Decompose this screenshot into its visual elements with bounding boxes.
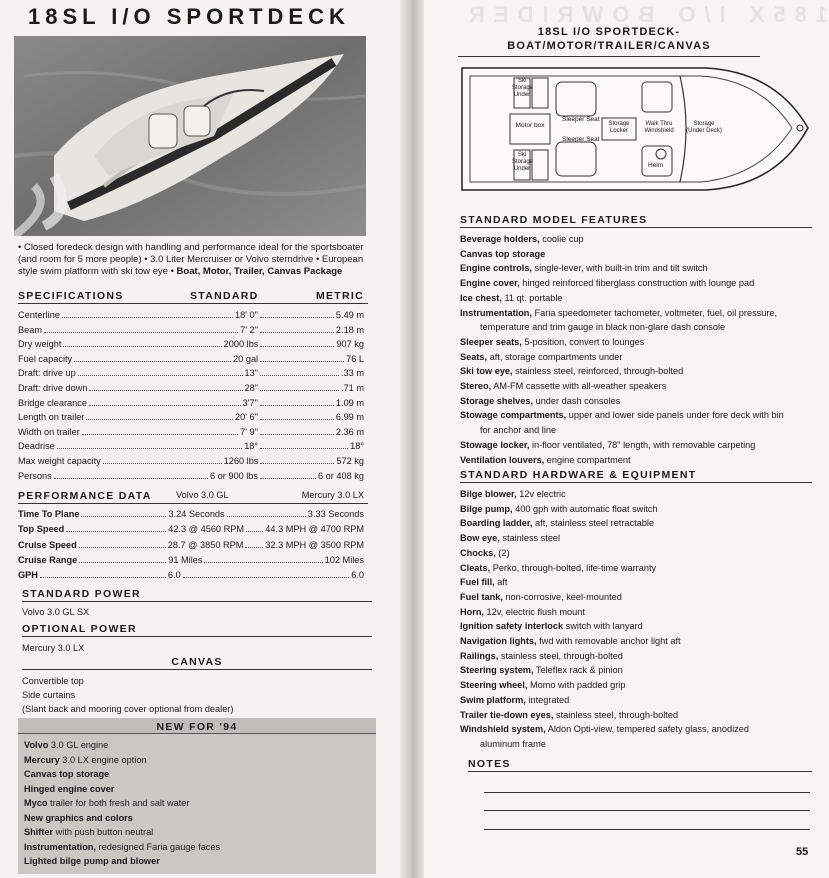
new-for-94-box [18,718,376,874]
spec-row [18,353,364,365]
hardware-item-name: Swim platform, [460,694,526,705]
feature-item-detail: coolie cup [539,234,584,244]
standard-features-list [460,232,816,467]
feature-item [460,364,816,379]
standard-column-heading: STANDARD [190,290,259,302]
new-feature-detail: redesigned Faria gauge faces [95,841,221,852]
leader-dots [204,562,322,563]
new-feature-item [18,854,376,869]
feature-item-name: Canvas top storage [460,248,546,259]
notes-header [468,758,812,772]
hardware-item-detail: aft [494,577,508,588]
specifications-header [18,290,368,304]
spec-label: Deadrise [18,441,55,452]
spec-metric-value: 18° [350,441,364,452]
mercury-column-heading: Mercury 3.0 LX [301,490,364,500]
spec-standard-value: 7' 9" [240,426,258,437]
new-feature-name: Canvas top storage [24,769,110,779]
spec-metric-value: 5.49 m [335,310,364,320]
hardware-item-name: Windshield system, [460,724,546,735]
hardware-item-detail: aft, stainless steel retractable [532,518,655,529]
new-feature-name: Myco [24,798,48,808]
spec-metric-value: .71 m [341,383,364,393]
new-feature-name: New graphics and colors [24,812,133,823]
feature-item-detail: aft, storage compartments under [487,351,623,362]
new-feature-detail: 3.0 LX engine option [59,754,147,765]
new-feature-item [18,782,376,797]
canvas-item: Convertible top [22,676,84,686]
spec-row [18,426,364,438]
hardware-item-detail: 400 gph with automatic float switch [512,503,658,514]
walk-thru-windshield-label: Walk Thru Windshield [644,121,674,134]
new-for-94-heading: NEW FOR '94 [18,718,376,734]
hardware-item [460,590,816,605]
feature-item-detail: single-lever, with built-in trim and tilt switch [531,263,708,274]
spec-metric-value: 572 kg [336,456,364,466]
hardware-item-name: Navigation lights, [460,636,537,647]
page-number: 55 [796,846,809,858]
feature-item-detail: hinged reinforced fiberglass construction with lounge pad [519,278,755,289]
feature-item-name: Storage shelves, [460,395,534,406]
performance-row [18,554,364,566]
feature-item-continuation: temperature and trim gauge in black non-glare dash console [480,322,726,333]
spec-label: Persons [18,470,52,481]
book-gutter [400,0,424,878]
spec-row [18,367,364,379]
leader-dots [79,562,166,563]
feature-item [460,247,816,262]
leader-dots [103,463,222,464]
new-feature-item [18,811,376,826]
feature-item [460,379,816,394]
volvo-value: 42.3 @ 4560 RPM [168,524,245,535]
feature-item [460,408,816,437]
motor-box-label: Motor box [515,122,545,129]
new-feature-name: Hinged engine cover [24,783,115,794]
notes-line[interactable] [484,810,810,811]
new-feature-name: Shifter [24,827,54,837]
mercury-value: 3.33 Seconds [307,509,364,519]
sleeper-seat-bottom-label: Sleeper Seat [562,136,600,143]
new-feature-detail: 3.0 GL engine [48,740,109,750]
feature-item-detail: 5-position, convert to lounges [521,336,645,347]
hardware-item [460,561,816,576]
hardware-item-name: Trailer tie-down eyes, [460,709,554,720]
new-feature-name: Instrumentation, [24,841,96,852]
hardware-item-name: Steering wheel, [460,680,528,691]
leader-dots [260,361,344,362]
spec-label: Bridge clearance [18,397,87,408]
spec-standard-value: 2000 lbs [223,339,259,350]
feature-item-detail: upper and lower side panels under fore deck with bin [566,410,784,421]
feature-item-detail: in-floor ventilated, 78" length, with removable carpeting [529,439,756,450]
leader-dots [227,516,306,517]
feature-item-name: Ventilation louvers, [460,454,545,465]
feature-item [460,350,816,365]
feature-item-name: Sleeper seats, [460,336,522,347]
hardware-item-name: Cleats, [460,562,491,573]
right-title-line2: BOAT/MOTOR/TRAILER/CANVAS [458,40,760,57]
performance-row [18,569,364,581]
leader-dots [89,405,241,406]
hardware-item-detail: Perko, through-bolted, life-time warranty [490,562,657,573]
intro-text: • Closed foredeck design with handling and performance ideal for the sportsboater (and room for 5 more people) • 3.0 Liter Mercruiser or Volvo sterndrive • European style swim platform with ski tow eye • [18,242,364,277]
spec-row [18,470,364,482]
standard-power-header [22,588,372,602]
mercury-value: 32.3 MPH @ 3500 RPM [265,539,364,550]
new-feature-item [18,796,376,811]
leader-dots [183,577,350,578]
new-feature-name: Volvo [24,740,49,750]
leader-dots [260,375,339,376]
standard-features-heading: STANDARD MODEL FEATURES [460,214,648,226]
hardware-item-name: Fuel fill, [460,577,495,588]
leader-dots [260,434,334,435]
leader-dots [246,531,263,532]
hardware-item [460,693,816,708]
leader-dots [86,419,233,420]
helm-label: Helm [648,162,664,169]
volvo-value: 6.0 [167,570,181,581]
new-feature-item [18,738,376,753]
hardware-item-detail: integrated [525,694,570,705]
hardware-item-detail: Teleflex rack & pinion [533,665,623,676]
hardware-item-name: Ignition safety interlock [460,621,564,632]
hardware-header [460,469,812,483]
spec-metric-value: 76 L [346,353,364,364]
feature-item-detail: under dash consoles [533,395,621,406]
spec-standard-value: 20 gal [233,353,259,364]
leader-dots [82,434,238,435]
canvas-heading: CANVAS [171,656,223,668]
leader-dots [260,478,316,479]
hardware-item [460,722,816,751]
spec-row [18,411,364,423]
canvas-item: (Slant back and mooring cover optional from dealer) [22,704,234,714]
feature-item [460,291,816,306]
leader-dots [260,390,339,391]
new-feature-name: Lighted bilge pump and blower [24,856,160,866]
feature-item-name: Stowage locker, [460,439,530,450]
spec-label: Width on trailer [18,426,80,437]
hardware-item [460,487,816,502]
ski-storage-top-label: Ski Storage Under [512,78,534,98]
boat-photo [14,36,366,236]
feature-item-name: Stereo, [460,381,492,392]
feature-item-detail: 11 qt. portable [501,292,563,303]
performance-label: GPH [18,570,38,581]
leader-dots [89,390,242,391]
hardware-item-name: Bilge pump, [460,503,513,514]
spec-standard-value: 18° [244,441,259,452]
hardware-item-name: Fuel tank, [460,591,503,602]
new-feature-item [18,825,376,840]
standard-features-header [460,214,812,228]
hardware-item-detail: Momo with padded grip [527,680,626,691]
feature-item-name: Ski tow eye, [460,366,513,377]
spec-label: Length on trailer [18,412,85,423]
hardware-item [460,605,816,620]
feature-item [460,335,816,350]
leader-dots [81,516,166,517]
spec-metric-value: 6.99 m [335,412,364,423]
feature-item [460,232,816,247]
hardware-item [460,708,816,723]
spec-standard-value: 1260 lbs [223,456,259,466]
intro-package-text: Boat, Motor, Trailer, Canvas Package [176,266,343,277]
mercury-value: 44.3 MPH @ 4700 RPM [265,524,364,535]
leader-dots [260,419,334,420]
boat-layout-diagram [456,58,812,200]
hardware-item [460,663,816,678]
storage-locker-label: Storage Locker [608,121,630,134]
hardware-item [460,649,816,664]
spec-metric-value: 2.18 m [335,324,364,335]
leader-dots [74,361,231,362]
leader-dots [260,448,348,449]
hardware-item [460,516,816,531]
volvo-column-heading: Volvo 3.0 GL [176,490,229,500]
bleed-through-title: 185X I/O BOWRIDER [460,2,829,27]
leader-dots [245,547,263,548]
spec-label: Fuel capacity [18,353,73,364]
hardware-item-name: Bilge blower, [460,489,517,499]
hardware-item-name: Railings, [460,650,499,661]
spec-label: Dry weight [18,339,62,350]
hardware-item-detail: 12v electric [516,489,566,499]
notes-line[interactable] [484,829,810,830]
leader-dots [63,346,221,347]
leader-dots [44,332,238,333]
spec-standard-value: 20' 6" [235,412,258,423]
new-feature-item [18,767,376,782]
hardware-item-name: Steering system, [460,665,534,676]
feature-item-name: Engine controls, [460,263,532,274]
hardware-item-detail: 12v, electric flush mount [484,606,585,617]
volvo-value: 28.7 @ 3850 RPM [167,539,244,550]
new-feature-detail: trailer for both fresh and salt water [47,798,190,808]
spec-metric-value: .33 m [341,368,364,379]
feature-item-detail: engine compartment [544,454,631,465]
hardware-item-name: Chocks, [460,547,496,558]
hardware-item-detail: stainless steel, through-bolted [498,650,623,661]
hardware-item [460,575,816,590]
storage-under-deck-label: Storage (Under Deck) [686,121,722,134]
feature-item-detail: stainless steel, reinforced, through-bolted [512,366,684,377]
performance-label: Top Speed [18,524,65,535]
right-title-line1: 18SL I/O SPORTDECK- [537,26,681,38]
hardware-item-detail: stainless steel [499,533,561,544]
hardware-item [460,678,816,693]
feature-item [460,276,816,291]
spec-standard-value: 18' 0" [235,310,258,320]
hardware-item-name: Boarding ladder, [460,518,533,529]
hardware-item [460,531,816,546]
spec-metric-value: 2.36 m [335,426,364,437]
spec-label: Beam [18,324,43,335]
hardware-item-detail: non-corrosive, keel-mounted [502,591,622,602]
optional-power-value: Mercury 3.0 LX [22,643,85,653]
leader-dots [260,405,334,406]
hardware-item-detail: (2) [495,547,510,558]
leader-dots [260,346,334,347]
standard-power-heading: STANDARD POWER [22,588,141,600]
performance-row [18,508,364,520]
leader-dots [66,531,166,532]
hardware-item-detail: stainless steel, through-bolted [553,709,679,720]
canvas-item: Side curtains [22,690,76,700]
hardware-item-continuation: aluminum frame [480,738,546,749]
feature-item [460,261,816,276]
ski-storage-bottom-label: Ski Storage Under [512,152,534,172]
spec-label: Draft: drive down [18,383,88,393]
performance-label: Cruise Range [18,554,78,565]
new-feature-name: Mercury [24,754,60,765]
performance-heading: PERFORMANCE DATA [18,490,152,502]
spec-metric-value: 6 or 408 kg [318,470,364,481]
performance-header [18,490,368,504]
feature-item-name: Engine cover, [460,278,520,289]
feature-item-name: Ice chest, [460,292,502,303]
leader-dots [260,332,334,333]
sleeper-seat-top-label: Sleeper Seat [562,116,600,123]
metric-column-heading: METRIC [315,290,364,302]
leader-dots [57,448,242,449]
feature-item [460,453,816,468]
notes-heading: NOTES [468,758,511,770]
spec-standard-value: 6 or 900 lbs [210,470,259,481]
feature-item-name: Beverage holders, [460,234,540,244]
specifications-heading: SPECIFICATIONS [18,290,124,302]
spec-row [18,338,364,350]
spec-label: Draft: drive up [18,368,76,379]
hardware-item [460,502,816,517]
new-feature-detail: with push button neutral [53,827,154,837]
performance-label: Cruise Speed [18,539,77,550]
feature-item [460,438,816,453]
feature-item [460,306,816,335]
hardware-item-detail: Aldon Opti-view, tempered safety glass, anodized [545,724,749,735]
page-title: 18SL I/O SPORTDECK [28,4,350,29]
leader-dots [260,317,334,318]
hardware-heading: STANDARD HARDWARE & EQUIPMENT [460,469,697,481]
feature-item-detail: Faria speedometer tachometer, voltmeter, fuel, oil pressure, [531,307,778,318]
hardware-item-detail: fwd with removable anchor light aft [536,636,681,647]
spec-standard-value: 28" [244,383,259,393]
spec-label: Centerline [18,310,60,320]
new-feature-item [18,753,376,768]
spec-row [18,397,364,409]
hardware-item [460,546,816,561]
canvas-header [22,656,372,670]
spec-row [18,382,364,394]
leader-dots [78,375,243,376]
optional-power-header [22,623,372,637]
volvo-value: 3.24 Seconds [168,509,225,519]
performance-row [18,523,364,535]
mercury-value: 102 Miles [324,554,364,565]
standard-power-value: Volvo 3.0 GL SX [22,607,90,617]
hardware-item-name: Horn, [460,606,484,617]
feature-item-name: Instrumentation, [460,307,532,318]
hardware-item-detail: switch with lanyard [563,621,643,632]
spec-row [18,309,364,321]
feature-item-name: Stowage compartments, [460,410,567,421]
new-for-94-list [18,734,376,869]
spec-standard-value: 13" [244,368,259,379]
feature-item [460,394,816,409]
hardware-item [460,634,816,649]
hardware-list [460,487,816,752]
spec-metric-value: 907 kg [336,339,364,350]
spec-row [18,324,364,336]
leader-dots [40,577,166,578]
leader-dots [62,317,233,318]
spec-label: Max weight capacity [18,456,101,466]
notes-line[interactable] [484,792,810,793]
intro-paragraph [18,242,368,278]
spec-metric-value: 1.09 m [335,397,364,408]
mercury-value: 6.0 [351,570,364,581]
feature-item-name: Seats, [460,351,488,362]
volvo-value: 91 Miles [168,554,203,565]
performance-label: Time To Plane [18,509,80,519]
leader-dots [79,547,166,548]
feature-item-continuation: for anchor and line [480,425,557,436]
performance-row [18,539,364,551]
new-feature-item [18,840,376,855]
spec-standard-value: 3'7" [242,397,258,408]
leader-dots [260,463,334,464]
optional-power-heading: OPTIONAL POWER [22,623,137,635]
feature-item-detail: AM-FM cassette with all-weather speakers [491,381,667,392]
spec-row [18,440,364,452]
hardware-item-name: Bow eye, [460,533,500,544]
spec-standard-value: 7' 2" [240,324,258,335]
spec-row [18,455,364,467]
hardware-item [460,619,816,634]
leader-dots [54,478,208,479]
